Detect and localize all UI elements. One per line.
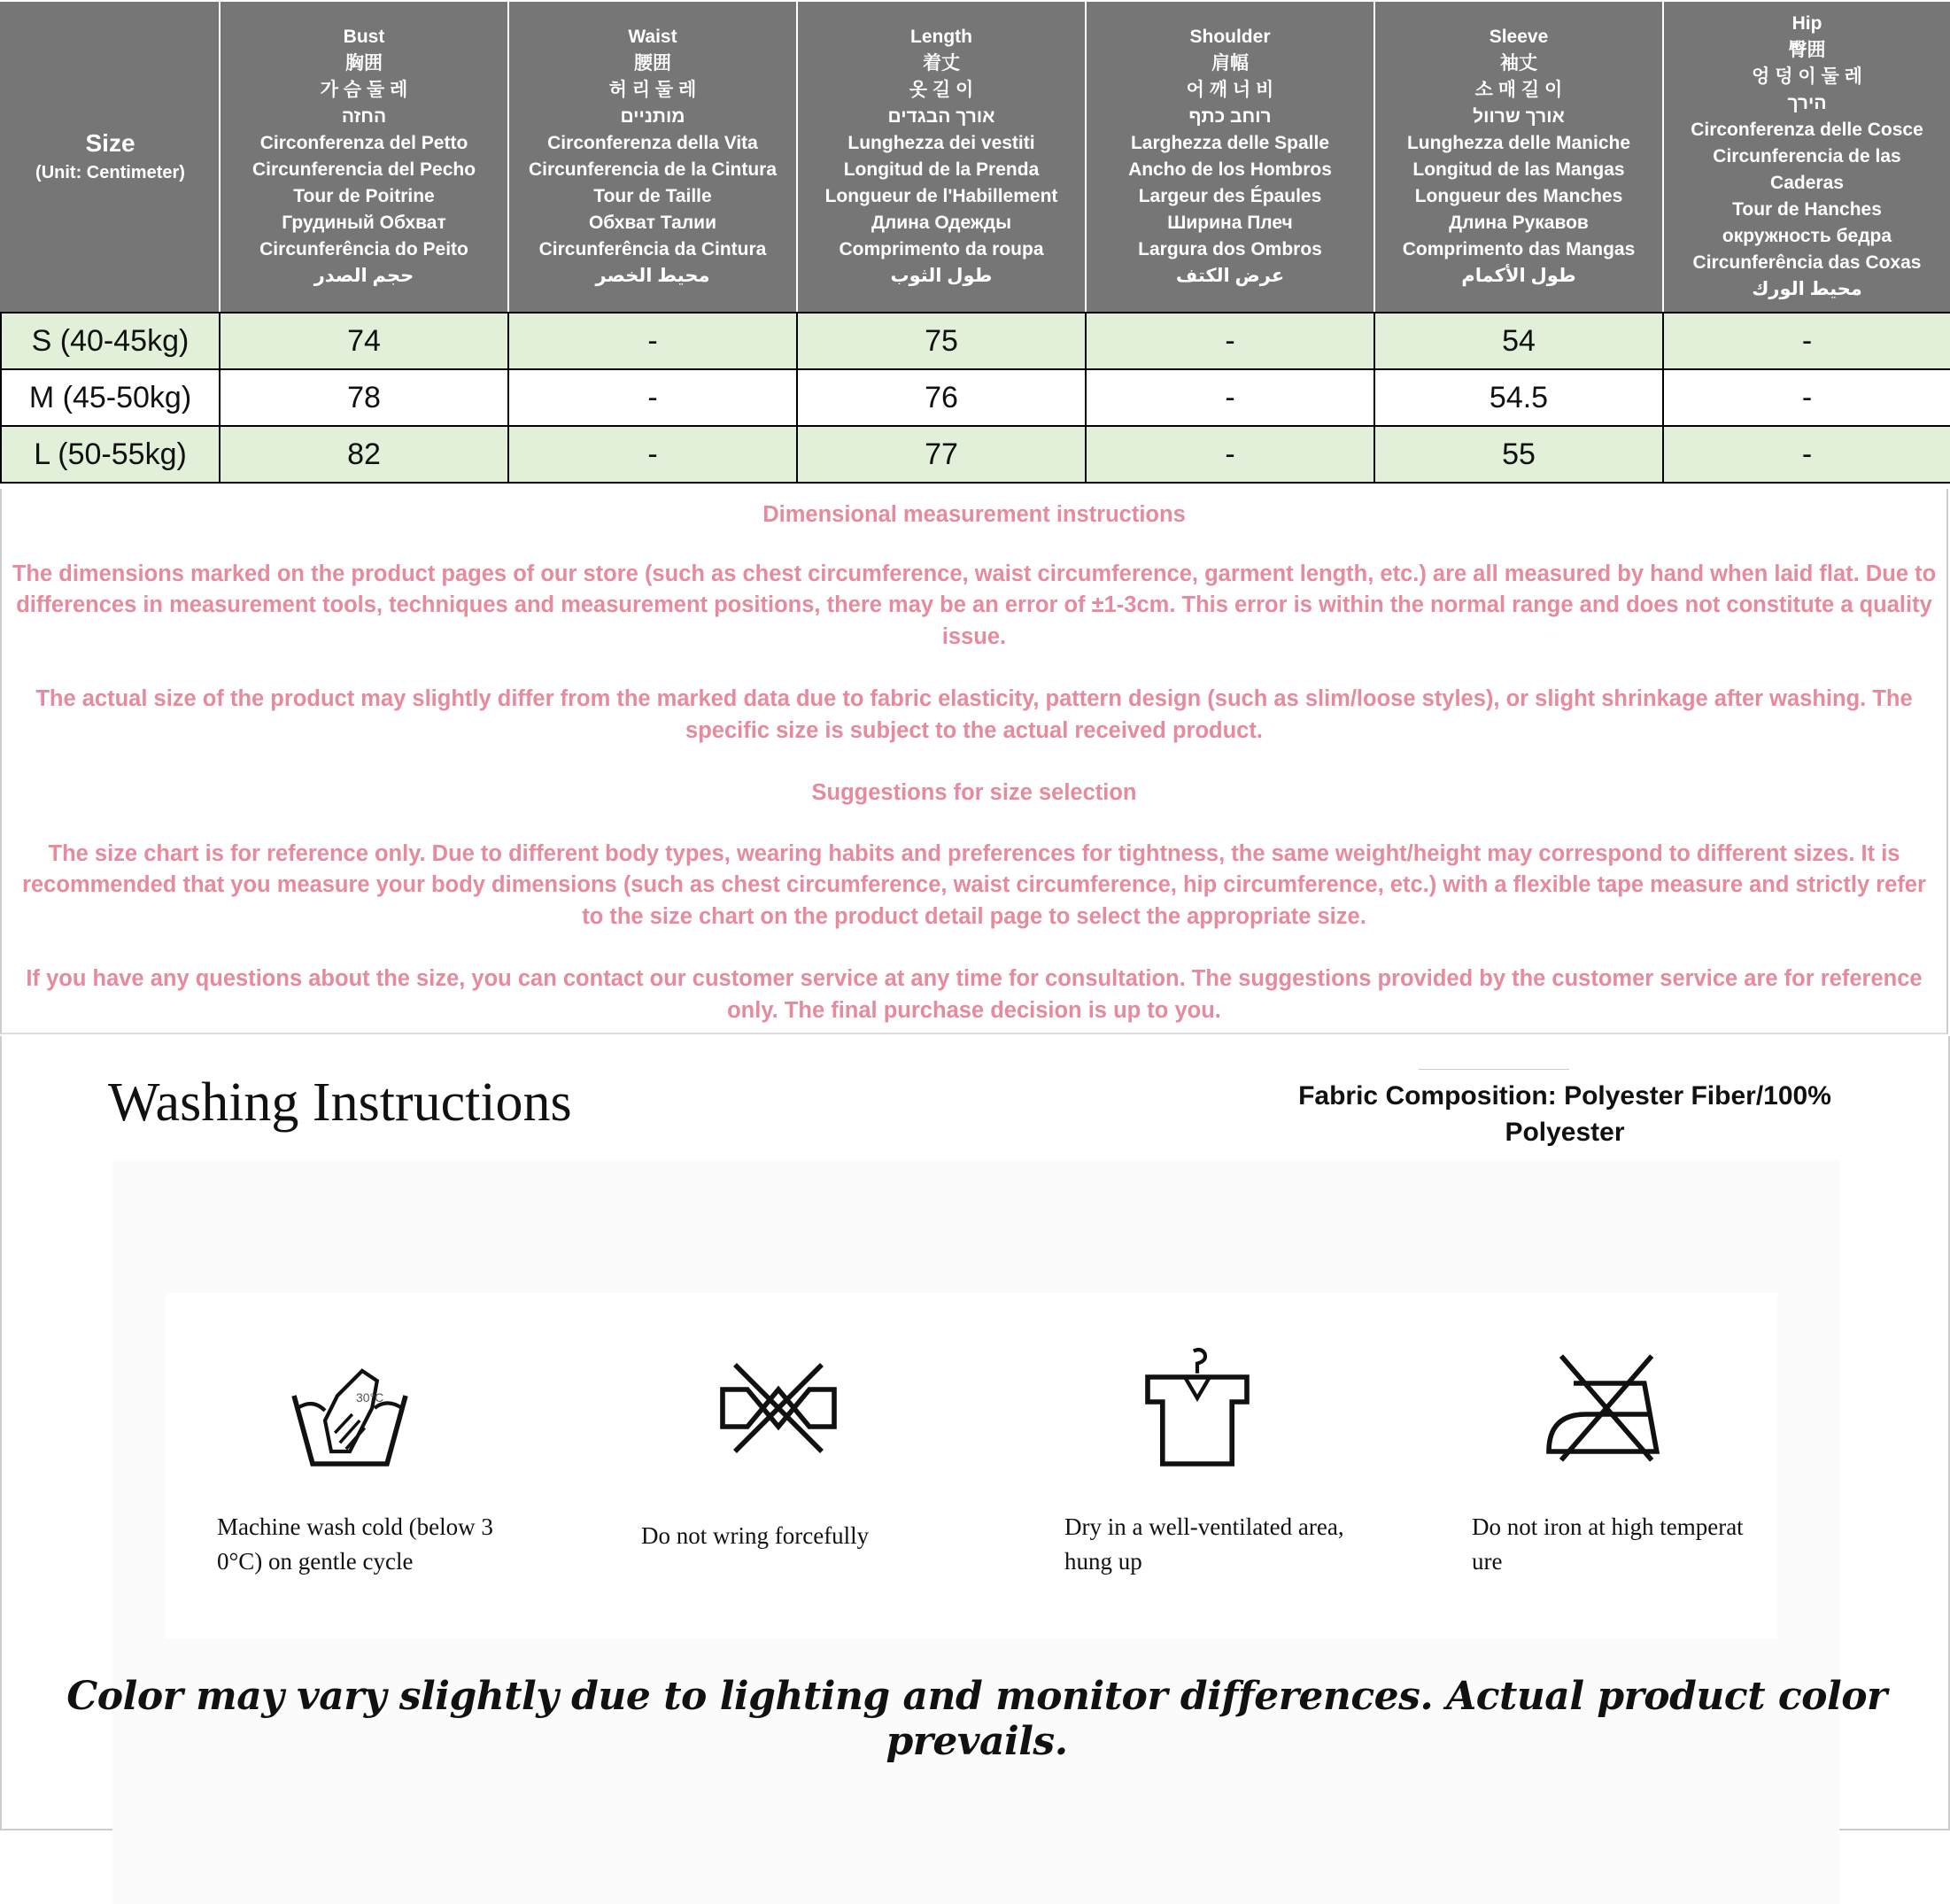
washing-title: Washing Instructions bbox=[108, 1072, 572, 1133]
measurement-cell: 82 bbox=[220, 426, 508, 483]
header-label: 허 리 둘 레 bbox=[608, 80, 697, 100]
header-label: Hip bbox=[1791, 13, 1822, 34]
size-selection-heading: Suggestions for size selection bbox=[811, 780, 1137, 805]
do-not-iron-icon bbox=[1543, 1346, 1667, 1470]
table-row bbox=[1, 313, 1950, 369]
fabric-line-2: Polyester bbox=[1505, 1118, 1625, 1147]
header-label: אורך שרוול bbox=[1473, 106, 1565, 127]
measurement-cell: 55 bbox=[1374, 426, 1663, 483]
measurement-note-2: The actual size of the product may slightly differ from the marked data due to fabric elasticity, pattern design (such as slim/loose styles), or slight shrinkage after washing. The specific size is subject to the actual received product. bbox=[35, 686, 1913, 743]
header-label: רוחב כתף bbox=[1188, 106, 1272, 127]
care-label: Do not wring forcefully bbox=[641, 1522, 870, 1549]
measurement-cell: - bbox=[1663, 313, 1950, 369]
waist-header bbox=[508, 1, 797, 313]
header-label: Largeur des Épaules bbox=[1138, 186, 1322, 206]
care-label: Machine wash cold (below 30°C) on gentle cycle bbox=[217, 1513, 493, 1575]
header-label: Длина Рукавов bbox=[1449, 213, 1589, 233]
header-label: Caderas bbox=[1770, 173, 1844, 193]
measurement-cell: - bbox=[508, 426, 797, 483]
length-header bbox=[797, 1, 1086, 313]
header-label: Larghezza delle Spalle bbox=[1130, 133, 1330, 153]
header-label: 着丈 bbox=[923, 53, 960, 74]
measurement-cell: - bbox=[1086, 426, 1374, 483]
size-notes bbox=[0, 489, 1948, 1034]
header-label: حجم الصدر bbox=[313, 266, 414, 286]
header-label: Circunferência da Cintura bbox=[538, 239, 767, 259]
header-label: Waist bbox=[628, 27, 677, 47]
measurement-cell: 54.5 bbox=[1374, 369, 1663, 426]
header-label: החזה bbox=[341, 106, 387, 127]
header-label: Circunferencia de las bbox=[1713, 146, 1901, 166]
header-label: Circonferenza della Vita bbox=[547, 133, 758, 153]
size-chart-table bbox=[0, 0, 1950, 484]
measurement-cell: - bbox=[508, 313, 797, 369]
header-label: Longueur de l'Habillement bbox=[824, 186, 1058, 206]
care-label: Do not iron at high temperature bbox=[1472, 1513, 1744, 1575]
header-row bbox=[1, 1, 1950, 313]
wash-temperature: 30°C bbox=[356, 1390, 384, 1405]
size-selection-note-2: If you have any questions about the size, you can contact our customer service at any time for consultation. The suggestions provided by the customer service are for reference only. The final purchase decision is up to you. bbox=[26, 966, 1923, 1023]
size-header bbox=[1, 1, 220, 313]
header-label: הירך bbox=[1787, 93, 1827, 113]
measurement-cell: - bbox=[1086, 369, 1374, 426]
header-label: 소 매 길 이 bbox=[1474, 80, 1563, 100]
fabric-composition bbox=[1268, 1078, 1861, 1150]
measurement-cell: - bbox=[1663, 426, 1950, 483]
measurement-cell: 74 bbox=[220, 313, 508, 369]
size-header-title: Size bbox=[85, 129, 135, 157]
header-label: Грудиный Обхват bbox=[282, 213, 446, 233]
shoulder-header bbox=[1086, 1, 1374, 313]
measurement-instructions-heading: Dimensional measurement instructions bbox=[762, 502, 1186, 527]
header-label: Ancho de los Hombros bbox=[1128, 159, 1332, 180]
header-label: Comprimento da roupa bbox=[839, 239, 1044, 259]
fabric-line-1: Fabric Composition: Polyester Fiber/100% bbox=[1298, 1081, 1831, 1111]
size-cell: L (50-55kg) bbox=[1, 426, 220, 483]
header-label: محيط الورك bbox=[1752, 279, 1862, 299]
header-label: Length bbox=[910, 27, 972, 47]
header-label: Обхват Талии bbox=[588, 213, 717, 233]
header-label: Circonferenza delle Cosce bbox=[1691, 120, 1923, 140]
header-label: 어 깨 너 비 bbox=[1186, 80, 1274, 100]
measurement-cell: - bbox=[1663, 369, 1950, 426]
header-label: Longitud de la Prenda bbox=[843, 159, 1040, 180]
measurement-cell: 76 bbox=[797, 369, 1086, 426]
header-label: Circunferencia del Pecho bbox=[251, 159, 476, 180]
measurement-note-1: The dimensions marked on the product pages of our store (such as chest circumference, waist circumference, garment length, etc.) are all measured by hand when laid flat. Due to differences in measurement tools, techniques and measurement positions, there may be an error of ±1-3cm. This error is within the normal range and does not constitute a quality issue. bbox=[12, 561, 1937, 649]
hang-dry-icon bbox=[1135, 1346, 1259, 1470]
hip-header bbox=[1663, 1, 1950, 313]
sleeve-header bbox=[1374, 1, 1663, 313]
header-label: Longitud de las Mangas bbox=[1412, 159, 1625, 180]
header-label: 胸囲 bbox=[345, 53, 383, 74]
header-label: طول الأكمام bbox=[1461, 266, 1576, 286]
header-label: окружность бедра bbox=[1722, 226, 1892, 246]
measurement-cell: - bbox=[508, 369, 797, 426]
hand-wash-icon bbox=[288, 1346, 412, 1470]
color-disclaimer: Color may vary slightly due to lighting and monitor differences. Actual product color prevails. bbox=[66, 1674, 1887, 1764]
header-label: Comprimento das Mangas bbox=[1402, 239, 1636, 259]
divider bbox=[1419, 1069, 1569, 1070]
washing-section bbox=[0, 1036, 1950, 1830]
header-label: Longueur des Manches bbox=[1414, 186, 1623, 206]
header-label: 엉 덩 이 둘 레 bbox=[1752, 66, 1862, 87]
care-label: Dry in a well-ventilated area, hung up bbox=[1064, 1513, 1344, 1575]
table-row bbox=[1, 426, 1950, 483]
measurement-cell: 75 bbox=[797, 313, 1086, 369]
bust-header bbox=[220, 1, 508, 313]
header-label: Длина Одежды bbox=[871, 213, 1012, 233]
header-label: 가 슴 둘 레 bbox=[320, 80, 408, 100]
header-label: 袖丈 bbox=[1500, 53, 1537, 74]
header-label: طول الثوب bbox=[890, 266, 993, 286]
header-label: אורך הבגדים bbox=[887, 106, 995, 127]
size-header-unit: (Unit: Centimeter) bbox=[35, 163, 185, 182]
header-label: Tour de Hanches bbox=[1732, 199, 1882, 220]
header-label: Lunghezza dei vestiti bbox=[847, 133, 1035, 153]
header-label: 臀囲 bbox=[1788, 40, 1826, 60]
header-label: Bust bbox=[343, 27, 385, 47]
size-cell: S (40-45kg) bbox=[1, 313, 220, 369]
header-label: Sleeve bbox=[1489, 27, 1549, 47]
measurement-cell: 78 bbox=[220, 369, 508, 426]
header-label: 肩幅 bbox=[1211, 53, 1249, 74]
header-label: 腰囲 bbox=[634, 53, 671, 74]
header-label: عرض الكتف bbox=[1175, 266, 1285, 286]
table-row bbox=[1, 369, 1950, 426]
header-label: Tour de Taille bbox=[593, 186, 712, 206]
header-label: Circunferência do Peito bbox=[259, 239, 468, 259]
measurement-cell: - bbox=[1086, 313, 1374, 369]
measurement-cell: 54 bbox=[1374, 313, 1663, 369]
header-label: Shoulder bbox=[1189, 27, 1271, 47]
measurement-cell: 77 bbox=[797, 426, 1086, 483]
header-label: Ширина Плеч bbox=[1167, 213, 1293, 233]
header-label: 옷 길 이 bbox=[909, 80, 974, 100]
size-cell: M (45-50kg) bbox=[1, 369, 220, 426]
header-label: מותניים bbox=[620, 106, 685, 127]
header-label: Circunferência das Coxas bbox=[1692, 252, 1922, 273]
header-label: Circonferenza del Petto bbox=[259, 133, 468, 153]
header-label: Lunghezza delle Maniche bbox=[1406, 133, 1631, 153]
header-label: Largura dos Ombros bbox=[1138, 239, 1322, 259]
size-selection-note-1: The size chart is for reference only. Due to different body types, wearing habits and preferences for tightness, the same weight/height may correspond to different sizes. It is recommended that you measure your body dimensions (such as chest circumference, waist circumference, hip circumference, etc.) with a flexible tape measure and strictly refer to the size chart on the product detail page to select the appropriate size. bbox=[22, 840, 1926, 929]
header-label: محيط الخصر bbox=[595, 266, 710, 286]
header-label: Circunferencia de la Cintura bbox=[528, 159, 778, 180]
do-not-wring-icon bbox=[716, 1346, 840, 1470]
header-label: Tour de Poitrine bbox=[293, 186, 435, 206]
